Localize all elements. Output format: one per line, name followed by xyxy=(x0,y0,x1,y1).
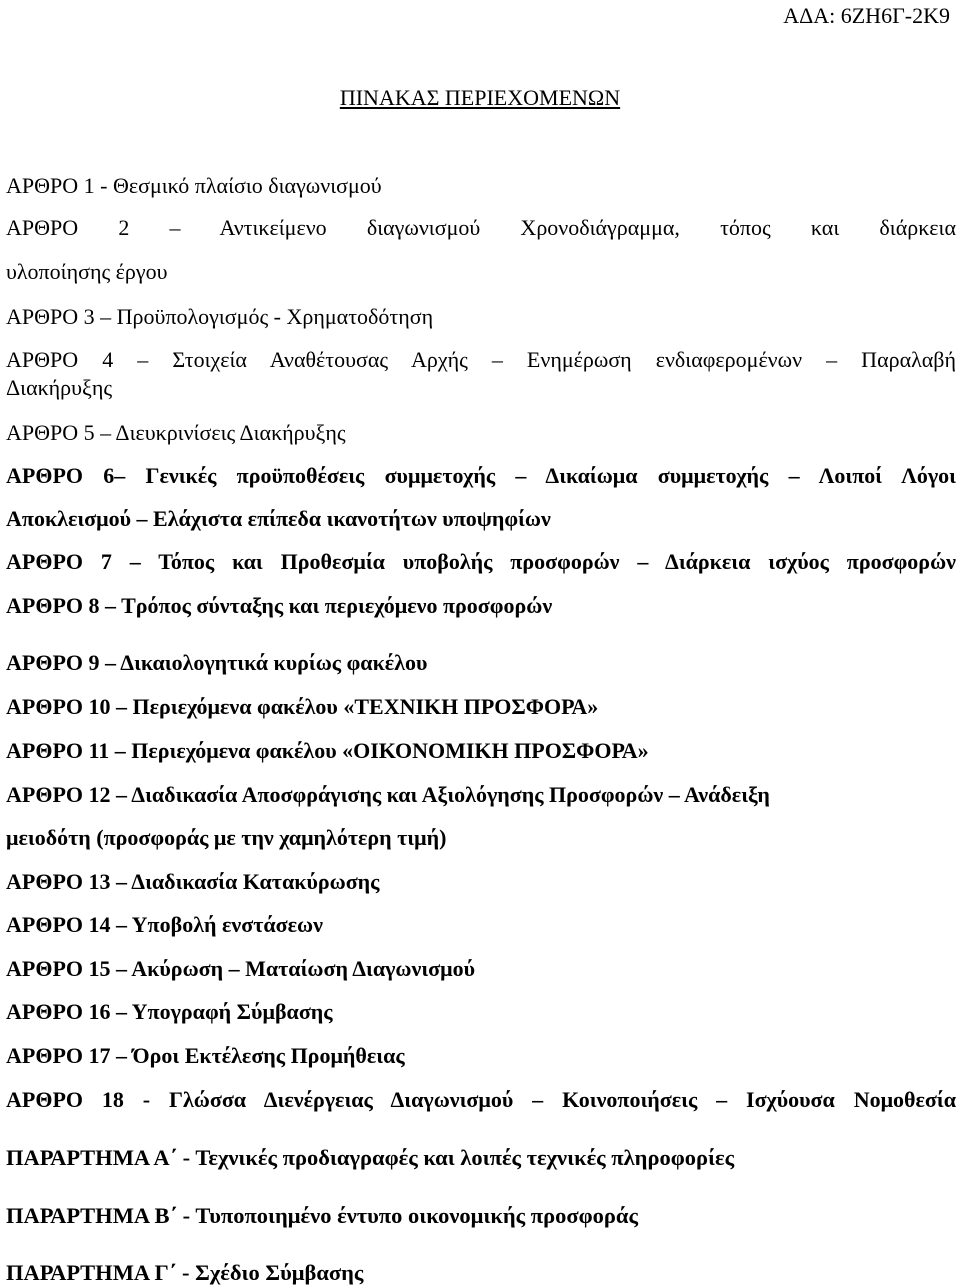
toc-annex-b: ΠΑΡΑΡΤΗΜΑ Β΄ - Τυποποιημένο έντυπο οικονομικής προσφοράς xyxy=(6,1203,638,1228)
toc-article-10: ΑΡΘΡΟ 10 – Περιεχόμενα φακέλου «ΤΕΧΝΙΚΗ ΠΡΟΣΦΟΡΑ» xyxy=(6,694,599,719)
toc-article-9: ΑΡΘΡΟ 9 – Δικαιολογητικά κυρίως φακέλου xyxy=(6,650,428,675)
toc-article-17: ΑΡΘΡΟ 17 – Όροι Εκτέλεσης Προμήθειας xyxy=(6,1043,405,1068)
toc-article-2-line2: υλοποίησης έργου xyxy=(6,259,168,284)
toc-article-3: ΑΡΘΡΟ 3 – Προϋπολογισμός - Χρηματοδότηση xyxy=(6,304,434,329)
toc-annex-a: ΠΑΡΑΡΤΗΜΑ Α΄ - Τεχνικές προδιαγραφές και λοιπές τεχνικές πληροφορίες xyxy=(6,1145,735,1170)
toc-article-12-line1: ΑΡΘΡΟ 12 – Διαδικασία Αποσφράγισης και Αξιολόγησης Προσφορών – Ανάδειξη xyxy=(6,782,770,807)
toc-article-15: ΑΡΘΡΟ 15 – Ακύρωση – Ματαίωση Διαγωνισμού xyxy=(6,956,475,981)
toc-article-4-line2: Διακήρυξης xyxy=(6,375,113,400)
toc-article-8: ΑΡΘΡΟ 8 – Τρόπος σύνταξης και περιεχόμενο προσφορών xyxy=(6,593,553,618)
toc-article-14: ΑΡΘΡΟ 14 – Υποβολή ενστάσεων xyxy=(6,912,323,937)
toc-article-18: ΑΡΘΡΟ 18 - Γλώσσα Διενέργειας Διαγωνισμού – Κοινοποιήσεις – Ισχύουσα Νομοθεσία xyxy=(6,1087,956,1112)
toc-article-6-line1: ΑΡΘΡΟ 6– Γενικές προϋποθέσεις συμμετοχής – Δικαίωμα συμμετοχής – Λοιποί Λόγοι xyxy=(6,463,956,488)
toc-article-11: ΑΡΘΡΟ 11 – Περιεχόμενα φακέλου «ΟΙΚΟΝΟΜΙΚΗ ΠΡΟΣΦΟΡΑ» xyxy=(6,738,649,763)
toc-article-16: ΑΡΘΡΟ 16 – Υπογραφή Σύμβασης xyxy=(6,999,333,1024)
toc-article-4-line1: ΑΡΘΡΟ 4 – Στοιχεία Αναθέτουσας Αρχής – Ενημέρωση ενδιαφερομένων – Παραλαβή xyxy=(6,347,956,372)
toc-annex-c: ΠΑΡΑΡΤΗΜΑ Γ΄ - Σχέδιο Σύμβασης xyxy=(6,1260,364,1285)
toc-article-7: ΑΡΘΡΟ 7 – Τόπος και Προθεσμία υποβολής προσφορών – Διάρκεια ισχύος προσφορών xyxy=(6,549,956,574)
ada-code: ΑΔΑ: 6ΖΗ6Γ-2Κ9 xyxy=(783,3,950,28)
toc-article-6-line2: Αποκλεισμού – Ελάχιστα επίπεδα ικανοτήτων υποψηφίων xyxy=(6,506,551,531)
toc-article-5: ΑΡΘΡΟ 5 – Διευκρινίσεις Διακήρυξης xyxy=(6,420,346,445)
toc-article-2-line1: ΑΡΘΡΟ 2 – Αντικείμενο διαγωνισμού Χρονοδιάγραμμα, τόπος και διάρκεια xyxy=(6,215,956,240)
toc-article-1: ΑΡΘΡΟ 1 - Θεσμικό πλαίσιο διαγωνισμού xyxy=(6,173,382,198)
page-title: ΠΙΝΑΚΑΣ ΠΕΡΙΕΧΟΜΕΝΩΝ xyxy=(339,85,621,110)
toc-article-12-line2: μειοδότη (προσφοράς με την χαμηλότερη τιμή) xyxy=(6,825,447,850)
toc-article-13: ΑΡΘΡΟ 13 – Διαδικασία Κατακύρωσης xyxy=(6,869,380,894)
